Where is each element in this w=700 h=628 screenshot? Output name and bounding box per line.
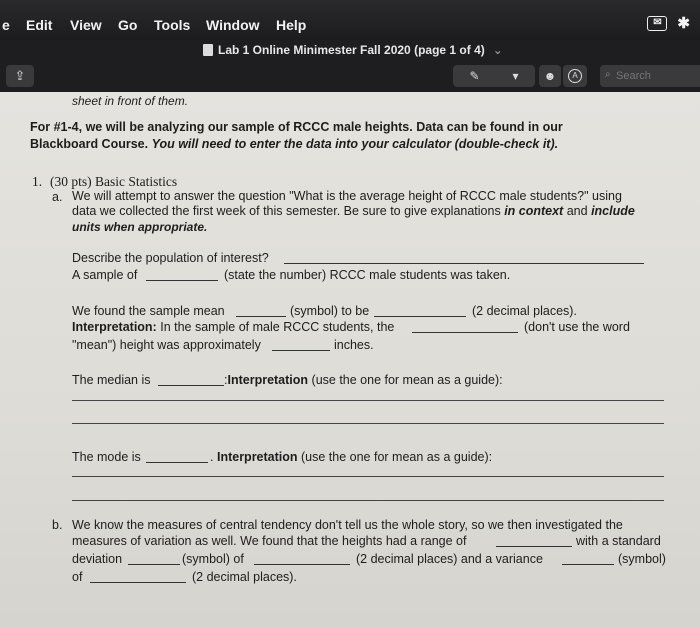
- search-input[interactable]: [600, 65, 700, 87]
- part-a-line1: We will attempt to answer the question "What is the average height of RCCC male students?" using: [72, 189, 622, 203]
- pen-icon[interactable]: ✎: [469, 69, 480, 83]
- title-chevron-icon[interactable]: ⌄: [492, 43, 503, 57]
- mean-symbol-blank[interactable]: [236, 316, 286, 317]
- median-label: The median is: [72, 373, 151, 387]
- range-blank[interactable]: [496, 546, 572, 547]
- sample-size-blank[interactable]: [146, 280, 218, 281]
- menu-app[interactable]: e: [2, 17, 10, 33]
- mean-interpretation: Interpretation: In the sample of male RCCC students, the: [72, 320, 395, 334]
- pen-tool-group[interactable]: [453, 65, 535, 87]
- part-b-line1: We know the measures of central tendency don't tell us the whole story, so we then investigated the: [72, 518, 623, 532]
- mean-height-blank[interactable]: [272, 350, 330, 351]
- markup-icon: A: [568, 69, 582, 83]
- markup-button[interactable]: [563, 65, 587, 87]
- share-icon: ⇪: [14, 68, 26, 83]
- sd-value-blank[interactable]: [254, 564, 350, 565]
- menu-edit[interactable]: Edit: [26, 17, 53, 33]
- median-answer-line-2[interactable]: [72, 423, 664, 424]
- document-icon: [203, 44, 213, 56]
- top-fragment: sheet in front of them.: [72, 94, 189, 108]
- sample-label: A sample of: [72, 268, 138, 282]
- menu-window[interactable]: Window: [206, 17, 260, 33]
- mean-value-blank[interactable]: [374, 316, 466, 317]
- menu-view[interactable]: View: [70, 17, 102, 33]
- sd-symbol-text: (symbol) of: [182, 552, 244, 566]
- part-a-line2: data we collected the first week of this semester. Be sure to give explanations in context and include: [72, 204, 635, 218]
- mean-symbol-text: (symbol) to be: [290, 304, 370, 318]
- median-blank[interactable]: [158, 385, 224, 386]
- q1-number: 1.: [32, 174, 43, 189]
- q1-title: (30 pts) Basic Statistics: [50, 174, 178, 189]
- share-button[interactable]: [6, 65, 34, 87]
- mean-interp-line3: "mean") height was approximately: [72, 338, 261, 352]
- search-icon: ⌕: [605, 69, 611, 80]
- part-a-label: a.: [52, 190, 63, 204]
- population-blank[interactable]: [284, 263, 644, 264]
- population-label: Describe the population of interest?: [72, 251, 269, 265]
- menu-help[interactable]: Help: [276, 17, 307, 33]
- mode-blank[interactable]: [146, 462, 208, 463]
- variance-decimal-text: (2 decimal places).: [192, 570, 297, 584]
- sd-decimal-text: (2 decimal places) and a variance: [356, 552, 543, 566]
- mean-label: We found the sample mean: [72, 304, 225, 318]
- part-a-line3: units when appropriate.: [72, 220, 208, 234]
- variance-value-blank[interactable]: [90, 582, 186, 583]
- mean-interp-note: (don't use the word: [524, 320, 630, 334]
- menu-tools[interactable]: Tools: [154, 17, 191, 33]
- bluetooth-icon[interactable]: ✱: [677, 15, 690, 32]
- intro-line2: Blackboard Course. You will need to enter the data into your calculator (double-check it).: [30, 137, 559, 151]
- part-b-line4: of: [72, 570, 83, 584]
- variance-symbol-blank[interactable]: [562, 564, 614, 565]
- pdf-page: [0, 92, 700, 628]
- median-answer-line-1[interactable]: [72, 400, 664, 401]
- variance-symbol-text: (symbol): [618, 552, 666, 566]
- window-title: Lab 1 Online Minimester Fall 2020 (page 1 of 4): [218, 43, 485, 57]
- mode-interpretation: . Interpretation (use the one for mean as a guide):: [210, 450, 493, 464]
- part-b-line2: measures of variation as well. We found that the heights had a range of: [72, 534, 467, 548]
- toolbar: [0, 60, 700, 92]
- intro-line1: For #1-4, we will be analyzing our sample of RCCC male heights. Data can be found in our: [30, 120, 563, 134]
- mode-answer-line-1[interactable]: [72, 476, 664, 477]
- mean-unit-text: inches.: [334, 338, 374, 352]
- mean-interp-blank[interactable]: [412, 332, 518, 333]
- part-b-line2-end: with a standard: [576, 534, 661, 548]
- median-interpretation: :Interpretation (use the one for mean as a guide):: [224, 373, 503, 387]
- mode-label: The mode is: [72, 450, 141, 464]
- part-b-line3: deviation: [72, 552, 123, 566]
- chevron-down-icon[interactable]: ▾: [512, 69, 519, 83]
- mean-decimal-text: (2 decimal places).: [472, 304, 577, 318]
- mode-answer-line-2[interactable]: [72, 500, 664, 501]
- sd-symbol-blank[interactable]: [128, 564, 180, 565]
- person-icon: ☻: [543, 69, 557, 83]
- part-b-label: b.: [52, 518, 63, 532]
- person-button[interactable]: [539, 65, 561, 87]
- menu-go[interactable]: Go: [118, 17, 138, 33]
- mail-icon[interactable]: ✉: [647, 16, 667, 31]
- window-title-bar: [0, 40, 700, 60]
- menu-bar: [0, 0, 700, 40]
- sample-desc: (state the number) RCCC male students was taken.: [224, 268, 511, 282]
